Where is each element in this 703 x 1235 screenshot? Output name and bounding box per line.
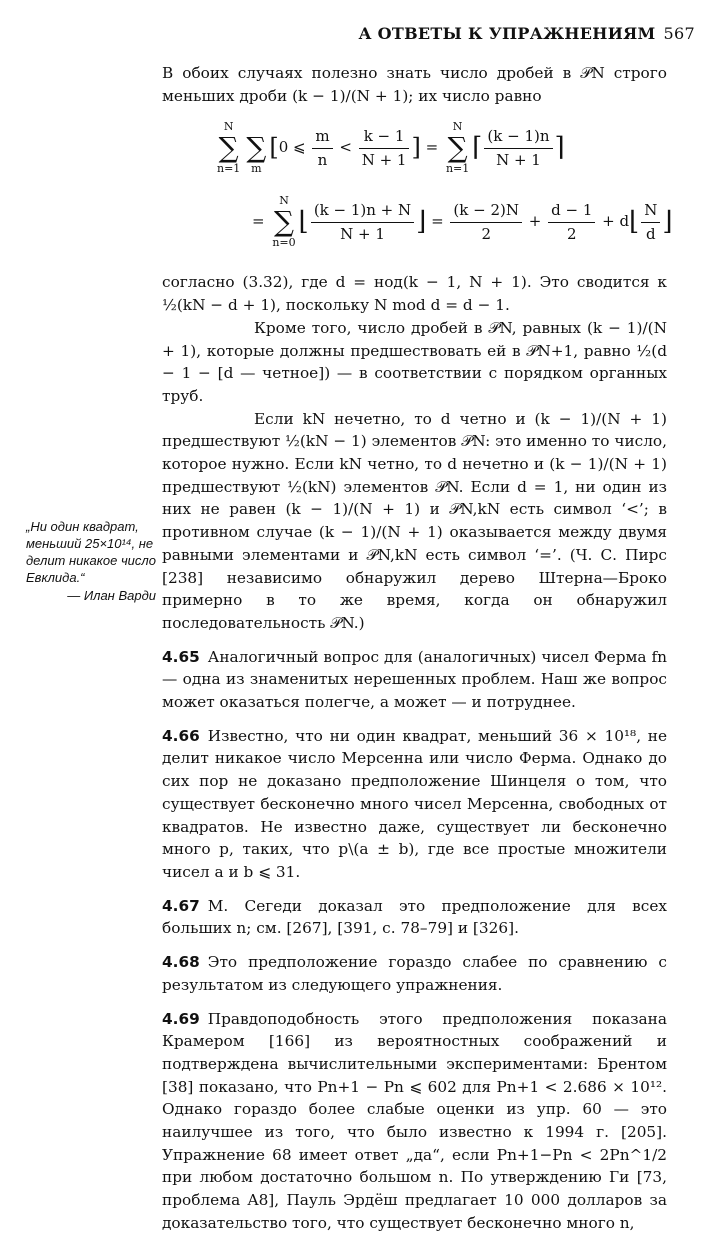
margin-quote-author: — Илан Варди <box>67 588 156 603</box>
exercise-4-69 <box>162 1008 667 1235</box>
equation-line-1: N ∑ n=1 ∑ m[0 ⩽ $\frac{m}{n}$ < $\frac{k - 1}{N + 1}$ ] = N ∑ n=1⌈ $\frac{(k - 1)n}{N + 1}$ ⌉ <box>217 120 565 176</box>
paragraph-3: Если kN нечетно, то d четно и (k − 1)/(N + 1) предшествуют ½(kN − 1) элементов 𝒫N: это именно то число, которое нужно. Если kN четно, то d нечетно и (k − 1)/(N + 1) предшествуют ½(kN) элементов 𝒫N. Если d = 1, ни один из них не равен (k − 1)/(N + 1) и 𝒫N,kN есть символ ‘<’; в противном случае (k − 1)/(N + 1) оказывается между двумя равными элементами и 𝒫N,kN есть символ ‘=’. (Ч. С. Пирс [238] независимо обнаружил дерево Штерна—Броко примерно в то же время, когда он обнаружил последовательность 𝒫N.) <box>162 409 667 632</box>
header-title: А ОТВЕТЫ К УПРАЖНЕНИЯМ <box>358 24 656 43</box>
exercise-4-65 <box>162 646 667 714</box>
exercise-4-68 <box>162 951 667 996</box>
exercise-text: Правдоподобность этого предположения показана Крамером [166] из вероятностных соображений и подтверждена вычислительными экспериментами: Брентом [38] показано, что Pn+1 − Pn ⩽ 602 для Pn+1 < 2.686 × 10¹². Однако гораздо более слабые оценки из упр. 60 — это наилучшее из того, что было известно к 1994 г. [205]. Упражнение 68 имеет ответ „да“, если Pn+1−Pn < 2Pn^1/2 при любом достаточно большом n. По утверждению Ги [73, проблема A8], Пауль Эрдёш предлагает 10 000 долларов за доказательство того, что существует бесконечно много n, <box>162 1009 667 1232</box>
margin-quote-text: „Ни один квадрат, меньший 25×10¹⁴, не делит никакое число Евклида.“ <box>26 519 156 585</box>
exercise-text: Аналогичный вопрос для (аналогичных) чисел Ферма fn — одна из знаменитых нерешенных проблем. Наш же вопрос может оказаться полегче, а может — и потруднее. <box>162 647 667 712</box>
equation-line-2: = N ∑ n=0⌊ $\frac{(k - 1)n + N}{N + 1}$ ⌋ = $\frac{(k - 2)N}{2}$ + $\frac{d - 1}{2}$ + d⌊ $\frac{N}{d}$ ⌋ <box>252 194 673 250</box>
exercise-number: 4.68 <box>162 953 200 972</box>
exercise-text: Известно, что ни один квадрат, меньший 36 × 10¹⁸, не делит никакое число Мерсенна или число Ферма. Однако до сих пор не доказано предположение Шинцеля о том, что существует бесконечно много чисел Мерсенна, свободных от квадратов. Не известно даже, существует ли бесконечно много p, таких, что p\(a ± b), где все простые множители чисел a и b ⩽ 31. <box>162 726 667 881</box>
display-equation <box>162 115 673 265</box>
exercise-text: Это предположение гораздо слабее по сравнению с результатом из следующего упражнения. <box>162 953 667 994</box>
exercise-text: М. Сегеди доказал это предположение для всех больших n; см. [267], [391, с. 78–79] и [326]. <box>162 896 667 938</box>
exercise-4-66 <box>162 725 667 884</box>
after-equation-paragraph: согласно (3.32), где d = нод(k − 1, N + 1). Это сводится к ½(kN − d + 1), поскольку N mod d = d − 1. <box>162 273 667 315</box>
exercise-number: 4.66 <box>162 726 200 745</box>
intro-paragraph: В обоих случаях полезно знать число дробей в 𝒫N строго меньших дроби (k − 1)/(N + 1); их число равно <box>162 64 667 105</box>
exercise-number: 4.67 <box>162 896 200 915</box>
page-number: 567 <box>663 24 695 43</box>
exercise-number: 4.65 <box>162 647 200 666</box>
exercise-4-67 <box>162 895 667 940</box>
margin-quote <box>26 518 156 604</box>
exercise-number: 4.69 <box>162 1009 200 1028</box>
main-column <box>162 62 673 1235</box>
paragraph-2: Кроме того, число дробей в 𝒫N, равных (k − 1)/(N + 1), которые должны предшествовать ей в 𝒫N+1, равно ½(d − 1 − [d — четное]) — в соответствии с порядком органных труб. <box>162 318 667 405</box>
running-header <box>358 24 695 43</box>
